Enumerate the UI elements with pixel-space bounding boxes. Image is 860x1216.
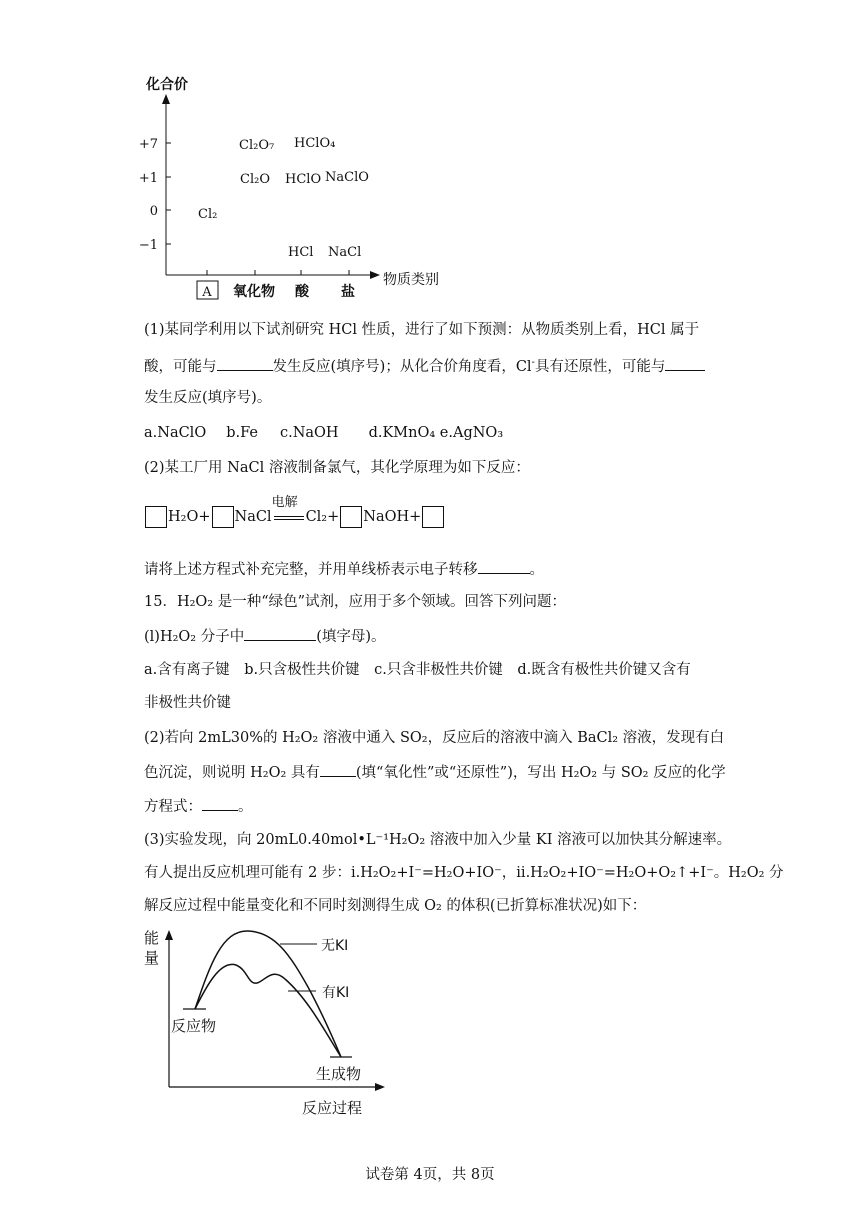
species-nacl: NaCl xyxy=(328,245,362,260)
answer-blank[interactable] xyxy=(244,626,316,641)
species-naclo: NaClO xyxy=(325,170,369,185)
answer-blank[interactable] xyxy=(217,356,273,371)
y-tick-label: −1 xyxy=(138,238,158,253)
label-reactant: 反应物 xyxy=(171,1017,217,1035)
curve-no-ki xyxy=(195,931,341,1057)
option-a: a.NaClO xyxy=(144,425,207,441)
q14-part1-line3: 发生反应(填序号)。 xyxy=(144,390,272,406)
species-hclo: HClO xyxy=(285,172,322,187)
y-tick-label: 0 xyxy=(149,204,158,219)
answer-blank[interactable] xyxy=(665,356,705,371)
x-category-label: 酸 xyxy=(295,284,309,300)
x-axis-arrow xyxy=(375,1083,385,1091)
q14-part2-line1: (2)某工厂用 NaCl 溶液制备氯气，其化学原理为如下反应： xyxy=(144,460,530,476)
q15-part2-line2: 色沉淀，则说明 H₂O₂ 具有 (填“氧化性”或“还原性”)，写出 H₂O₂ 与 SO₂ 反应的化学 xyxy=(144,762,726,783)
x-category-label: 盐 xyxy=(341,284,355,300)
product-box[interactable] xyxy=(422,506,444,528)
q14-part2-line2: 请将上述方程式补充完整，并用单线桥表示电子转移 。 xyxy=(144,559,544,580)
y-axis-arrow xyxy=(165,930,173,940)
species-cl2o7: Cl₂O₇ xyxy=(239,138,275,153)
y-axis-title-line2: 量 xyxy=(144,949,160,967)
q15-intro: 15．H₂O₂ 是一种“绿色”试剂，应用于多个领域。回答下列问题： xyxy=(144,594,567,610)
x-axis-title: 物质类别 xyxy=(383,272,439,288)
y-axis-arrow xyxy=(162,94,170,104)
answer-blank[interactable] xyxy=(478,559,530,574)
q15-options-line2: 非极性共价键 xyxy=(144,695,231,711)
species-hcl: HCl xyxy=(288,245,314,260)
species-cl2: Cl₂ xyxy=(198,207,218,222)
y-axis-title: 化合价 xyxy=(146,77,188,93)
x-category-label: 氧化物 xyxy=(233,284,275,300)
label-no-ki: 无KI xyxy=(321,938,349,954)
q14-part1-text: (1)某同学利用以下试剂研究 HCl 性质，进行了如下预测：从物质类别上看，HCl 属于 xyxy=(144,322,700,338)
coefficient-box[interactable] xyxy=(340,506,362,528)
x-axis-arrow xyxy=(370,271,380,279)
label-product: 生成物 xyxy=(316,1065,362,1083)
label-with-ki: 有KI xyxy=(322,985,350,1001)
q15-options-line1: a.含有离子键 b.只含极性共价键 c.只含非极性共价键 d.既含有极性共价键又含有 xyxy=(144,662,691,678)
valence-category-chart xyxy=(130,70,460,305)
coefficient-box[interactable] xyxy=(212,506,234,528)
electrolysis-condition: 电解 xyxy=(272,507,306,527)
y-axis-title-line1: 能 xyxy=(144,929,160,947)
q15-part2-line1: (2)若向 2mL30%的 H₂O₂ 溶液中通入 SO₂，反应后的溶液中滴入 BaCl₂ 溶液，发现有白 xyxy=(144,730,725,746)
coefficient-box[interactable] xyxy=(145,506,167,528)
q15-part3-line3: 解反应过程中能量变化和不同时刻测得生成 O₂ 的体积(已折算标准状况)如下： xyxy=(144,898,647,914)
q14-options xyxy=(144,423,503,443)
electrolysis-equation: H₂O+ NaCl 电解 Cl₂+ NaOH+ xyxy=(144,506,445,528)
q14-part1-line2: 酸，可能与 发生反应(填序号)；从化合价角度看，Cl-具有还原性，可能与 xyxy=(144,356,705,377)
answer-blank[interactable] xyxy=(202,796,238,811)
y-tick-label: +1 xyxy=(138,171,158,186)
q15-part3-line1: (3)实验发现，向 20mL0.40mol•L⁻¹H₂O₂ 溶液中加入少量 KI 溶液可以加快其分解速率。 xyxy=(144,832,732,848)
q15-part1: (l)H₂O₂ 分子中 (填字母)。 xyxy=(144,626,386,647)
q15-part3-line2: 有人提出反应机理可能有 2 步：i.H₂O₂+I⁻=H₂O+IO⁻，ii.H₂O₂+IO⁻=H₂O+O₂↑+I⁻。H₂O₂ 分 xyxy=(144,865,784,881)
option-d-e: d.KMnO₄ e.AgNO₃ xyxy=(368,425,504,441)
species-cl2o: Cl₂O xyxy=(240,172,270,187)
option-b: b.Fe xyxy=(226,425,258,441)
x-category-label: A xyxy=(202,285,212,300)
curve-with-ki xyxy=(195,964,341,1057)
q14-part1-line1 xyxy=(144,320,699,340)
option-c: c.NaOH xyxy=(279,425,339,441)
species-hclo4: HClO₄ xyxy=(294,136,336,151)
page-footer: 试卷第 4页，共 8页 xyxy=(365,1167,495,1183)
x-axis-title: 反应过程 xyxy=(302,1099,363,1117)
energy-profile-diagram xyxy=(140,925,400,1120)
answer-blank[interactable] xyxy=(320,762,356,777)
q15-part2-line3: 方程式： 。 xyxy=(144,796,253,817)
y-tick-label: +7 xyxy=(138,137,158,152)
